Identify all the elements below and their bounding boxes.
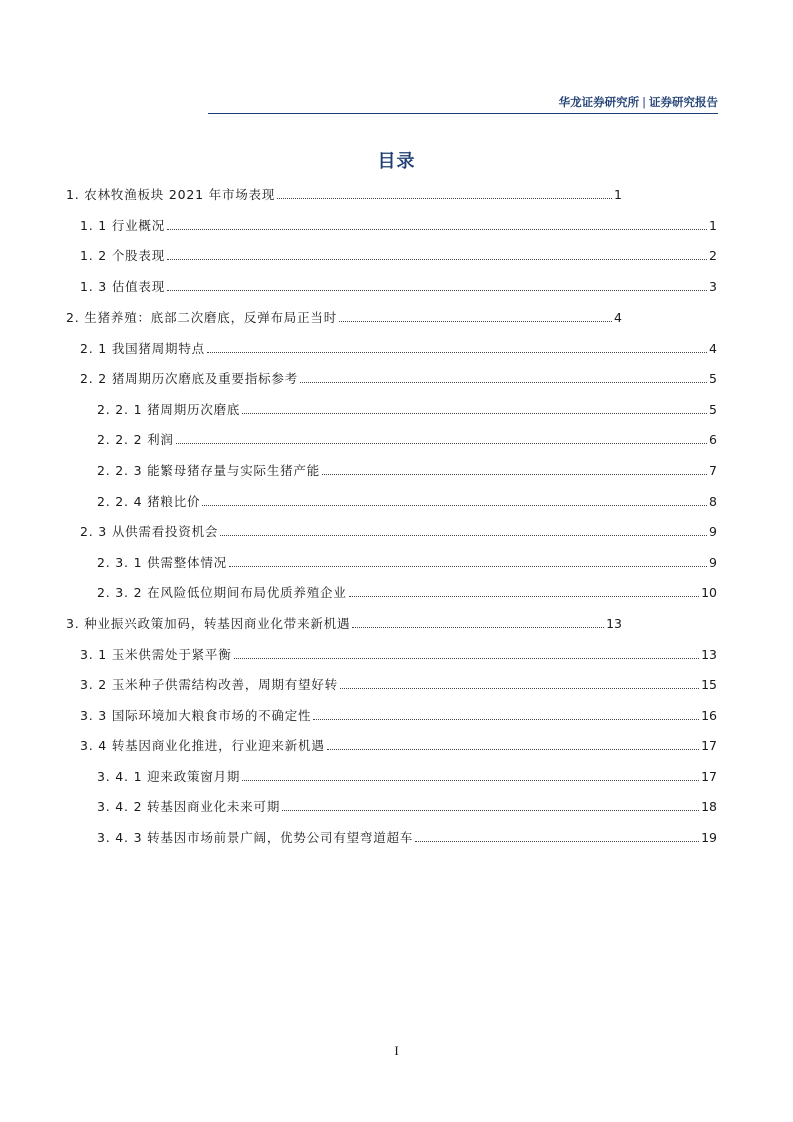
toc-entry[interactable] xyxy=(97,583,717,601)
toc-leader-dots xyxy=(176,443,707,444)
toc-entry[interactable] xyxy=(97,828,717,846)
toc-entry-page: 4 xyxy=(614,310,622,325)
toc-leader-dots xyxy=(167,259,707,260)
toc-entry[interactable] xyxy=(80,277,717,295)
toc-entry-page: 19 xyxy=(701,830,717,845)
toc-entry[interactable] xyxy=(97,767,717,785)
toc-leader-dots xyxy=(313,719,699,720)
toc-entry[interactable] xyxy=(97,430,717,448)
toc-entry-page: 15 xyxy=(701,677,717,692)
toc-entry-page: 6 xyxy=(709,432,717,447)
toc-leader-dots xyxy=(242,780,699,781)
toc-entry-page: 16 xyxy=(701,708,717,723)
toc-entry-page: 4 xyxy=(709,341,717,356)
toc-entry-label: 2. 3. 2 在风险低位期间布局优质养殖企业 xyxy=(97,585,347,600)
toc-entry[interactable] xyxy=(80,369,717,387)
toc-entry[interactable] xyxy=(97,400,717,418)
toc-entry-page: 13 xyxy=(606,616,622,631)
toc-entry[interactable] xyxy=(80,246,717,264)
toc-entry-label: 3. 2 玉米种子供需结构改善，周期有望好转 xyxy=(80,677,338,692)
toc-entry[interactable] xyxy=(66,614,622,632)
toc-entry-label: 3. 4. 1 迎来政策窗月期 xyxy=(97,769,241,784)
toc-entry-page: 17 xyxy=(701,738,717,753)
toc-entry-page: 1 xyxy=(709,218,717,233)
toc-leader-dots xyxy=(202,505,707,506)
toc-leader-dots xyxy=(352,627,604,628)
toc-leader-dots xyxy=(220,535,707,536)
toc-entry-page: 8 xyxy=(709,494,717,509)
page-number: I xyxy=(394,1043,399,1058)
toc-entry-page: 17 xyxy=(701,769,717,784)
toc-leader-dots xyxy=(242,413,707,414)
toc-entry-label: 3. 3 国际环境加大粮食市场的不确定性 xyxy=(80,708,312,723)
toc-entry-label: 2. 2. 2 利润 xyxy=(97,432,174,447)
toc-entry[interactable] xyxy=(80,339,717,357)
toc-entry-label: 2. 2 猪周期历次磨底及重要指标参考 xyxy=(80,371,299,386)
toc-entry-page: 5 xyxy=(709,371,717,386)
toc-leader-dots xyxy=(349,596,699,597)
toc-entry-page: 3 xyxy=(709,279,717,294)
toc-entry[interactable] xyxy=(97,797,717,815)
toc-leader-dots xyxy=(167,290,707,291)
toc-entry-page: 10 xyxy=(701,585,717,600)
toc-entry[interactable] xyxy=(80,736,717,754)
toc-entry-label: 3. 4. 2 转基因商业化未来可期 xyxy=(97,799,281,814)
toc-leader-dots xyxy=(322,474,707,475)
toc-entry-page: 5 xyxy=(709,402,717,417)
toc-title: 目录 xyxy=(377,151,416,172)
toc-entry[interactable] xyxy=(66,185,622,203)
toc-entry-label: 2. 3 从供需看投资机会 xyxy=(80,524,219,539)
toc-entry-page: 7 xyxy=(709,463,717,478)
header-rule xyxy=(208,113,718,114)
toc-entry-page: 2 xyxy=(709,248,717,263)
toc-entry[interactable] xyxy=(80,645,717,663)
toc-leader-dots xyxy=(300,382,707,383)
toc-entry-label: 2. 2. 1 猪周期历次磨底 xyxy=(97,402,241,417)
toc-leader-dots xyxy=(167,229,707,230)
toc-entry-label: 1. 1 行业概况 xyxy=(80,218,166,233)
toc-leader-dots xyxy=(207,352,707,353)
header-org: 华龙证券研究所 xyxy=(558,95,640,109)
toc-entry-label: 3. 种业振兴政策加码，转基因商业化带来新机遇 xyxy=(66,616,351,631)
toc-entry[interactable] xyxy=(66,308,622,326)
toc-entry-label: 1. 3 估值表现 xyxy=(80,279,166,294)
toc-entry-label: 2. 2. 3 能繁母猪存量与实际生猪产能 xyxy=(97,463,321,478)
toc-leader-dots xyxy=(340,688,699,689)
toc-entry-label: 3. 1 玉米供需处于紧平衡 xyxy=(80,647,232,662)
header-separator: | xyxy=(642,95,646,109)
toc-entry-page: 1 xyxy=(614,187,622,202)
toc-entry[interactable] xyxy=(80,522,717,540)
toc-entry[interactable] xyxy=(80,675,717,693)
toc-leader-dots xyxy=(415,841,699,842)
toc-entry-page: 18 xyxy=(701,799,717,814)
toc-entry[interactable] xyxy=(97,461,717,479)
toc-entry[interactable] xyxy=(80,706,717,724)
toc-leader-dots xyxy=(339,321,612,322)
report-header xyxy=(208,94,718,112)
toc-entry-label: 2. 1 我国猪周期特点 xyxy=(80,341,205,356)
toc-entry-label: 2. 生猪养殖：底部二次磨底，反弹布局正当时 xyxy=(66,310,338,325)
toc-entry-page: 9 xyxy=(709,555,717,570)
toc-entry-page: 9 xyxy=(709,524,717,539)
toc-entry-label: 1. 2 个股表现 xyxy=(80,248,166,263)
header-doc-type: 证券研究报告 xyxy=(649,95,718,109)
toc-leader-dots xyxy=(229,566,707,567)
toc-leader-dots xyxy=(282,810,699,811)
toc-leader-dots xyxy=(327,749,699,750)
toc-entry-label: 3. 4 转基因商业化推进，行业迎来新机遇 xyxy=(80,738,325,753)
toc-entry-label: 1. 农林牧渔板块 2021 年市场表现 xyxy=(66,187,276,202)
toc-entry[interactable] xyxy=(97,492,717,510)
toc-entry-page: 13 xyxy=(701,647,717,662)
toc-entry[interactable] xyxy=(80,216,717,234)
toc-entry[interactable] xyxy=(97,553,717,571)
toc-leader-dots xyxy=(277,198,612,199)
toc-leader-dots xyxy=(234,658,700,659)
toc-entry-label: 2. 3. 1 供需整体情况 xyxy=(97,555,227,570)
toc-entry-label: 2. 2. 4 猪粮比价 xyxy=(97,494,201,509)
toc-entry-label: 3. 4. 3 转基因市场前景广阔，优势公司有望弯道超车 xyxy=(97,830,414,845)
